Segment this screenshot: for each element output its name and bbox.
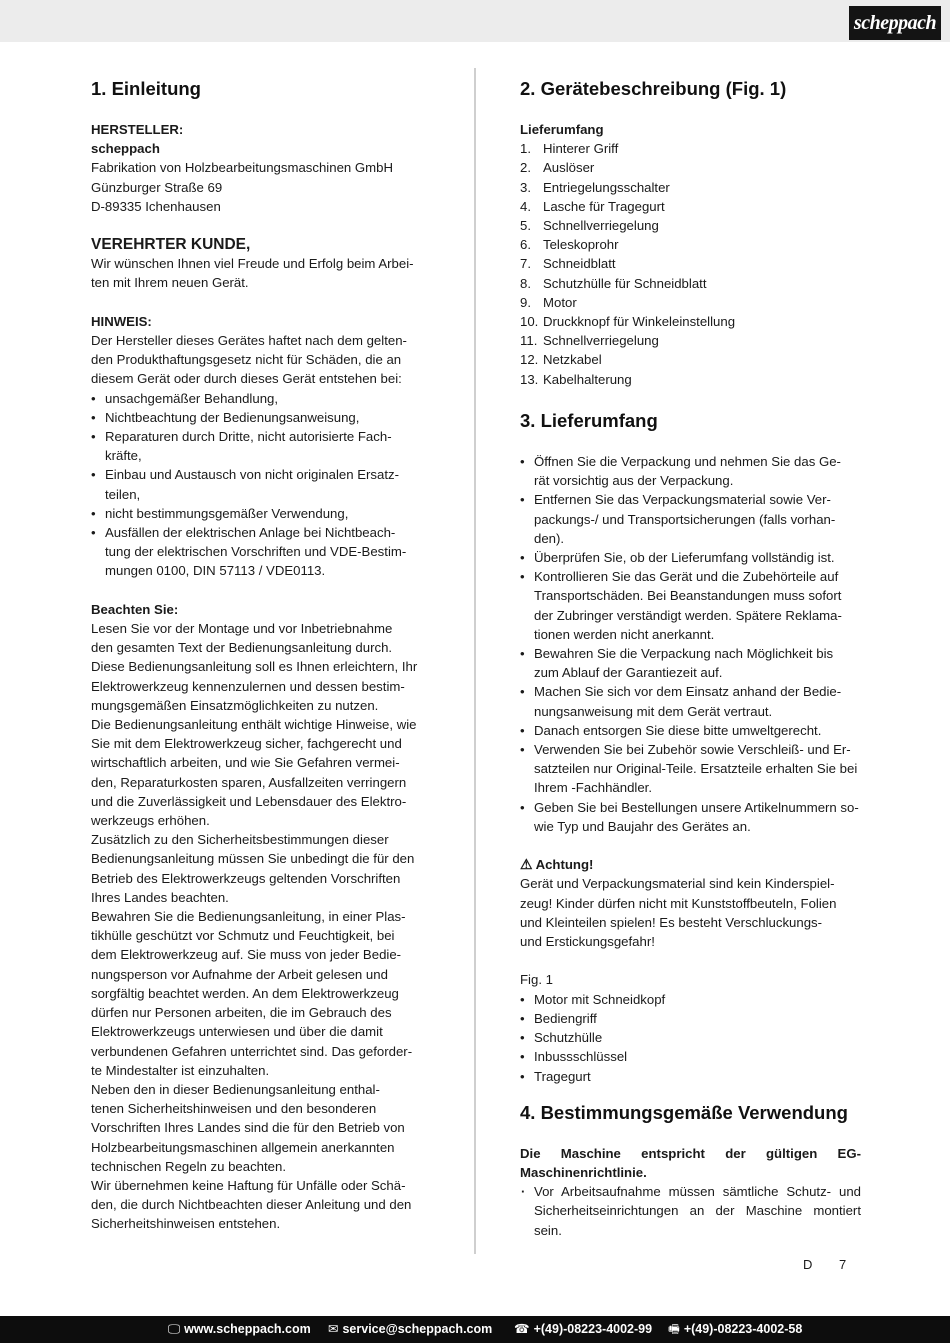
part-item [520,158,861,177]
left-column [91,76,436,1234]
text-line: mungen 0100, DIN 57113 / VDE0113. [105,563,326,579]
part-number: 7. [520,256,531,272]
page-number [803,1257,846,1272]
footer-fax [668,1316,802,1343]
part-number: 1. [520,141,531,157]
text-line: • Öffnen Sie die Verpackung und nehmen Sie das Ge- [534,454,841,470]
text-line: tionen werden nicht anerkannt. [534,626,715,642]
text-line: Gerät und Verpackungsmaterial sind kein Kinderspiel- [520,876,835,892]
list-item [520,798,861,836]
text-line: dem Elektrowerkzeug auf. Sie muss von jeder Bedie- [91,947,402,963]
verwendung-list [520,1182,861,1240]
text-line: Sie mit dem Elektrowerkzeug sicher, fachgerecht und [91,736,402,752]
fig-list [520,990,861,1086]
text-line: ten mit Ihrem neuen Gerät. [91,275,249,291]
text-line: • Entfernen Sie das Verpackungsmaterial sowie Ver- [534,492,831,508]
phone-icon: ☎ [514,1322,530,1336]
part-label: Entriegelungsschalter [543,179,670,195]
text-line: Neben den in dieser Bedienungsanleitung enthal- [91,1081,380,1097]
text-line: Wir übernehmen keine Haftung für Unfälle oder Schä- [91,1177,406,1193]
footer-phone-text: +(49)-08223-4002-99 [533,1322,653,1336]
text-line: • Überprüfen Sie, ob der Lieferumfang vollständig ist. [534,550,835,566]
part-number: 8. [520,275,531,291]
achtung-text [520,874,861,951]
text-line: den). [534,530,565,546]
part-item [520,235,861,254]
text-line: • nicht bestimmungsgemäßer Verwendung, [105,505,349,521]
part-item [520,197,861,216]
text-line: rät vorsichtig aus der Verpackung. [534,473,734,489]
beachten-text [91,619,436,1234]
text-line: • Verwenden Sie bei Zubehör sowie Verschleiß- und Er- [534,742,851,758]
text-line: dürfen nur Personen arbeiten, die im Gebrauch des [91,1005,392,1021]
text-line: und Erstickungsgefahr! [520,934,655,950]
text-line: den Produkthaftungsgesetz nicht für Schäden, die an [91,352,402,368]
part-item [520,331,861,350]
part-label: Motor [543,294,577,310]
part-label: Schutzhülle für Schneidblatt [543,275,707,291]
text-line: Wir wünschen Ihnen viel Freude und Erfolg beim Arbei- [91,256,414,272]
part-label: Teleskoprohr [543,237,619,253]
list-item [91,389,436,408]
text-line: Diese Bedienungsanleitung soll es Ihnen erleichtern, Ihr [91,659,418,675]
list-item: • Motor mit Schneidkopf [520,990,861,1009]
text-line: Holzbearbeitungsmaschinen allgemein anerkannten [91,1139,395,1155]
part-number: 13. [520,371,539,387]
text-line: Ihrem -Fachhändler. [534,780,653,796]
kunde-heading: VEREHRTER KUNDE, [91,236,251,254]
text-line: und die Zuverlässigkeit und Lebensdauer des Elektro- [91,793,407,809]
text-line: Betrieb des Elektrowerkzeugs geltenden Vorschriften [91,870,401,886]
text-line: • Kontrollieren Sie das Gerät und die Zubehörteile auf [534,569,839,585]
achtung-label: Achtung! [535,857,594,873]
monitor-icon: 🖵 [168,1322,181,1336]
text-line: Vorschriften Ihres Landes sind die für den Betrieb von [91,1120,405,1136]
text-line: • Geben Sie bei Bestellungen unsere Artikelnummern so- [534,799,859,815]
list-item: • Schutzhülle [520,1028,861,1047]
part-item [520,139,861,158]
text-line: Der Hersteller dieses Gerätes haftet nach dem gelten- [91,333,407,348]
text-line: wirtschaftlich arbeiten, und wie Sie Gefahren vermei- [91,755,400,771]
part-number: 5. [520,218,531,234]
text-line: • Ausfällen der elektrischen Anlage bei Nichtbeach- [105,525,396,541]
text-line: zum Ablauf der Garantiezeit auf. [534,665,723,681]
list-item [91,465,436,503]
text-line: • Danach entsorgen Sie diese bitte umweltgerecht. [534,722,822,738]
kunde-text [91,254,436,292]
list-item [520,548,861,567]
part-item [520,178,861,197]
part-label: Hinterer Griff [543,141,619,157]
part-number: 3. [520,179,531,195]
text-line: kräfte, [105,448,142,464]
list-item [520,1182,861,1240]
text-line: werkzeugs erhöhen. [91,813,210,829]
address-line: Fabrikation von Holzbearbeitungsmaschinen GmbH [91,160,393,176]
text-line: packungs-/ und Transportsicherungen (falls vorhan- [534,511,836,527]
text-line: Elektrowerkzeug kennenzulernen und dessen bestim- [91,678,405,694]
part-item [520,312,861,331]
part-item [520,216,861,235]
text-line: • Reparaturen durch Dritte, nicht autorisierte Fach- [105,429,392,445]
list-item [520,452,861,490]
text-line: Elektrowerkzeugs unterwiesen und über die damit [91,1024,383,1040]
list-item: • Bediengriff [520,1009,861,1028]
list-item [520,644,861,682]
text-line: Die Bedienungsanleitung enthält wichtige Hinweise, wie [91,717,417,733]
footer-mail-text[interactable]: service@scheppach.com [342,1322,493,1336]
text-line: verbundenen Gefahren unterrichtet sind. Das geforder- [91,1043,413,1059]
hinweis-list [91,389,436,581]
part-label: Schnellverriegelung [543,218,659,234]
part-number: 4. [520,198,531,214]
fig-label: Fig. 1 [520,972,553,988]
list-item [91,427,436,465]
envelope-icon: ✉ [328,1322,339,1336]
text-line: Bewahren Sie die Bedienungsanleitung, in einer Plas- [91,909,406,925]
section-title-verwendung: 4. Bestimmungsgemäße Verwendung [520,1101,848,1123]
text-line: den gesamten Text der Bedienungsanleitung durch. [91,640,393,656]
text-line: Transportschäden. Bei Beanstandungen muss sofort [534,588,842,604]
footer-bar [0,1316,950,1343]
address-line: D-89335 Ichenhausen [91,198,221,214]
part-label: Kabelhalterung [543,371,632,387]
section-title-geraetebeschreibung: 2. Gerätebeschreibung (Fig. 1) [520,78,787,99]
footer-web[interactable] [168,1316,311,1343]
warning-icon: ⚠ [520,856,533,873]
part-label: Druckknopf für Winkeleinstellung [543,314,736,330]
text-line: diesem Gerät oder durch dieses Gerät entstehen bei: [91,371,402,387]
text-line: technischen Regeln zu beachten. [91,1158,287,1174]
text-line: • unsachgemäßer Behandlung, [105,390,279,406]
beachten-label: Beachten Sie: [91,601,179,617]
list-item: • Inbussschlüssel [520,1047,861,1066]
text-line: Maschinenrichtlinie. [520,1164,647,1180]
part-label: Lasche für Tragegurt [543,198,665,214]
text-line: te Mindestalter ist einzuhalten. [91,1062,270,1078]
list-item [91,523,436,581]
part-label: Schnellverriegelung [543,333,659,349]
section-title-einleitung: 1. Einleitung [91,78,201,99]
text-line: • Einbau und Austausch von nicht originalen Ersatz- [105,467,399,483]
footer-fax-text: +(49)-08223-4002-58 [683,1322,803,1336]
company-name: scheppach [91,141,160,157]
page-number-value: 7 [839,1257,847,1272]
part-item [520,370,861,389]
list-item [91,504,436,523]
text-line: · Vor Arbeitsaufnahme müssen sämtliche Schutz- und [534,1184,861,1200]
achtung-heading [520,855,861,874]
text-line: den, Reparaturkosten sparen, Ausfallzeiten verringern [91,774,407,790]
right-column [520,76,861,1240]
text-line: Bedienungsanleitung müssen Sie unbedingt die für den [91,851,415,867]
fax-icon: 🖷 [668,1322,680,1336]
text-line: sein. [534,1222,562,1238]
footer-web-text[interactable]: www.scheppach.com [184,1322,311,1336]
text-line: den, die durch Nichtbeachten dieser Anleitung und den [91,1197,412,1213]
text-line: nungsperson vor Aufnahme der Arbeit gelesen und [91,966,388,982]
text-line: • Bewahren Sie die Verpackung nach Möglichkeit bis [534,646,834,662]
header-bar [0,0,950,42]
text-line: mungsgemäßen Einsatzmöglichkeiten zu nutzen. [91,697,379,713]
column-divider [474,68,476,1254]
part-number: 11. [520,333,538,349]
footer-phone [514,1316,652,1343]
text-line: tikhülle geschützt vor Schmutz und Feuchtigkeit, bei [91,928,395,944]
part-number: 2. [520,160,531,176]
part-number: 9. [520,294,531,310]
text-line: nungsanweisung mit dem Gerät vertraut. [534,703,773,719]
text-line: wie Typ und Baujahr des Gerätes an. [534,818,751,834]
text-line: Die Maschine entspricht der gültigen EG- [520,1145,861,1161]
list-item: • Tragegurt [520,1067,861,1086]
list-item [520,682,861,720]
list-item [520,740,861,798]
text-line: tenen Sicherheitshinweisen und den besonderen [91,1101,377,1117]
part-label: Schneidblatt [543,256,616,272]
part-number: 6. [520,237,531,253]
text-line: sorgfältig beachtet werden. An dem Elektrowerkzeug [91,985,399,1001]
list-item [520,567,861,644]
parts-list [520,139,861,389]
text-line: der Zubringer verständigt werden. Spätere Reklama- [534,607,842,623]
text-line: Sicherheitseinrichtungen an der Maschine montiert [534,1203,861,1219]
part-number: 10. [520,314,539,330]
text-line: • Nichtbeachtung der Bedienungsanweisung, [105,409,360,425]
list-item [520,490,861,548]
list-item [91,408,436,427]
lieferumfang-list [520,452,861,836]
text-line: Zusätzlich zu den Sicherheitsbestimmungen dieser [91,832,389,848]
part-label: Netzkabel [543,352,602,368]
section-title-lieferumfang: 3. Lieferumfang [520,410,658,432]
lieferumfang-label: Lieferumfang [520,122,604,137]
text-line: • Machen Sie sich vor dem Einsatz anhand der Bedie- [534,684,842,700]
text-line: tung der elektrischen Vorschriften und VDE-Bestim- [105,544,407,560]
hersteller-label: HERSTELLER: [91,122,184,137]
list-item [520,721,861,740]
text-line: und Kleinteilen spielen! Es besteht Verschluckungs- [520,914,823,930]
part-item [520,293,861,312]
text-line: satzteilen nur Original-Teile. Ersatzteile erhalten Sie bei [534,761,858,777]
text-line: Ihres Landes beachten. [91,889,229,905]
part-label: Auslöser [543,160,595,176]
hinweis-label: HINWEIS: [91,313,152,329]
footer-mail[interactable] [328,1316,492,1343]
address-line: Günzburger Straße 69 [91,179,223,195]
part-number: 12. [520,352,539,368]
text-line: Sicherheitshinweisen entstehen. [91,1216,281,1232]
scheppach-logo: scheppach [849,6,941,40]
page-lang: D [803,1257,813,1272]
hinweis-text [91,331,436,389]
text-line: Lesen Sie vor der Montage und vor Inbetriebnahme [91,621,393,637]
part-item [520,274,861,293]
text-line: teilen, [105,486,141,502]
verwendung-bold [520,1144,861,1182]
address-block [91,158,436,216]
part-item [520,254,861,273]
text-line: zeug! Kinder dürfen nicht mit Kunststoffbeuteln, Folien [520,895,837,911]
part-item [520,350,861,369]
